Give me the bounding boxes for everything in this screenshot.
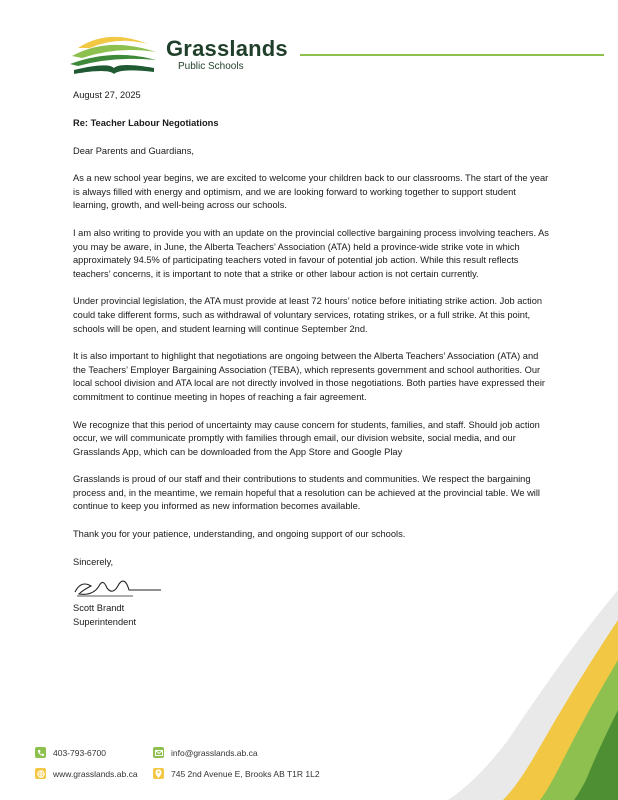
letter-salutation: Dear Parents and Guardians,: [73, 145, 194, 156]
website-text: www.grasslands.ab.ca: [53, 768, 138, 779]
letter-paragraph: Grasslands is proud of our staff and their contributions to students and communities. We respect the bargaining process and, in the meantime, we remain hopeful that a resolution can be achieved at the provincial table. We will continue to keep you informed as new information becomes available.: [73, 474, 541, 512]
location-icon: [153, 768, 164, 779]
phone-text: 403-793-6700: [53, 747, 106, 758]
footer-address[interactable]: [153, 768, 320, 779]
letter-closing: Sincerely,: [73, 556, 114, 567]
signature: [73, 574, 163, 600]
signer-name: Scott Brandt: [73, 603, 125, 614]
signer-title: Superintendent: [73, 616, 137, 627]
header-rule: [300, 54, 604, 56]
email-text: info@grasslands.ab.ca: [171, 747, 258, 758]
address-text: 745 2nd Avenue E, Brooks AB T1R 1L2: [171, 768, 320, 779]
letter-subject: Re: Teacher Labour Negotiations: [73, 118, 219, 128]
footer-phone[interactable]: [35, 747, 106, 758]
org-subtitle: Public Schools: [178, 61, 244, 72]
letter-body: [73, 89, 553, 629]
letter-paragraph: It is also important to highlight that negotiations are ongoing between the Alberta Teachers’ Association (ATA) and the Teachers’ Employer Bargaining Association (TEBA), which represents government and school authorities. Our local school division and ATA local are not directly involved in those negotiations. Both parties have expressed their commitment to continue meeting in hopes of reaching a fair agreement.: [73, 351, 546, 402]
letter-paragraph: I am also writing to provide you with an update on the provincial collective bargaining process involving teachers. As you may be aware, in June, the Alberta Teachers’ Association (ATA) held a province-wide strike vote in which approximately 94.5% of participating teachers voted in favour of potential job action. While this result reflects teachers’ concerns, it is important to note that a strike or other labour action is not certain currently.: [73, 227, 549, 279]
letter-paragraph: As a new school year begins, we are excited to welcome your children back to our classrooms. The start of the year is always filled with energy and optimism, and we are looking forward to working together to support student learning, growth, and well-being across our schools.: [73, 173, 549, 211]
letter-paragraph: We recognize that this period of uncertainty may cause concern for students, families, and staff. Should job action occur, we will communicate promptly with families through email, our division website, social media, and our Grasslands App, which can be downloaded from the App Store and Google Play: [73, 419, 540, 457]
decorative-swoosh: [448, 590, 618, 800]
letter-paragraph: Under provincial legislation, the ATA must provide at least 72 hours’ notice before initiating strike action. Job action could take different forms, such as withdrawal of voluntary services, rotating strikes, or a full strike. At this point, schools will be open, and student learning will continue September 2nd.: [73, 296, 543, 334]
org-name: Grasslands: [166, 36, 288, 61]
phone-icon: [35, 747, 46, 758]
email-icon: [153, 747, 164, 758]
letter-date: August 27, 2025: [73, 90, 141, 100]
footer-email[interactable]: [153, 747, 258, 758]
grasslands-logo: [68, 26, 158, 78]
footer-website[interactable]: [35, 768, 138, 779]
web-icon: [35, 768, 46, 779]
letter-paragraph: Thank you for your patience, understanding, and ongoing support of our schools.: [73, 529, 406, 540]
